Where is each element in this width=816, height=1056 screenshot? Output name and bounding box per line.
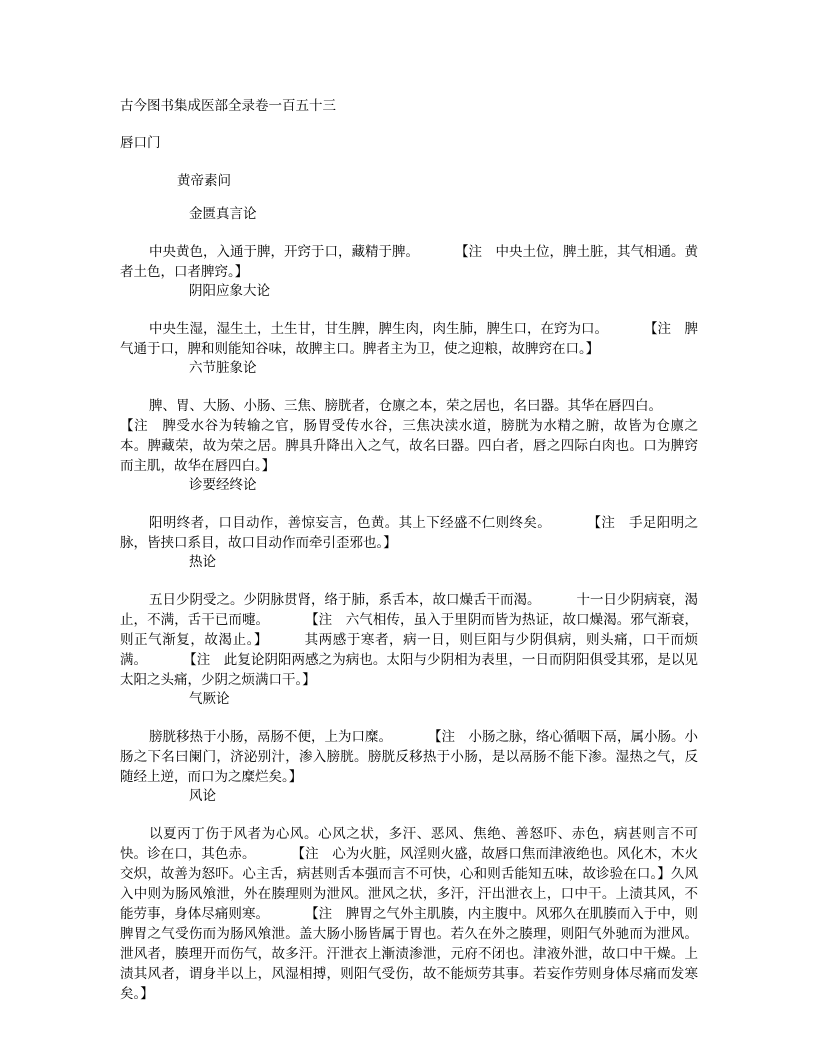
paragraph-note: 【注 脾胃之气外主肌腠，内主腹中。风邪久在肌腠而入于中，则脾胃之气受伤而为肠风飧泄。盖大肠小肠皆属于胃也。若久在外之腠理，则阳气外驰而为泄风。泄风者，腠理开而伤气，故多汗。汗泄衣上漸渍渗泄，元府不闭也。津液外泄，故口中干燥。上渍其风者，谓身半以上，风湿相搏，则阳气受伤，故不能烦劳其事。若妄作劳则身体尽痛而发寒矣。】 [120, 906, 699, 1002]
chapter-heading: 风论 [189, 788, 216, 804]
paragraph-note: 【注 六气相传，虽入于里阴而皆为热证，故口燥渴。邪气渐衰，则正气渐复，故渴止。】 [120, 612, 699, 648]
chapter-heading: 六节脏象论 [189, 360, 257, 376]
paragraph-text: 中央生湿，湿生土，土生甘，甘生脾，脾生肉，肉生肺，脾生口，在窍为口。 [149, 321, 608, 337]
paragraph [120, 242, 698, 282]
document-body [120, 205, 698, 1004]
chapter-heading: 热论 [189, 554, 216, 570]
paragraph-note: 【注 此复论阴阳两感之为病也。太阳与少阴相为表里，一日而阴阳俱受其邪，是以见太阳之头痛，少阴之烦满口干。】 [120, 652, 699, 688]
chapter-heading: 气厥论 [189, 691, 230, 707]
chapter-heading: 阴阳应象大论 [189, 283, 270, 299]
chapter-heading: 诊要经终论 [189, 477, 257, 493]
paragraph [120, 319, 698, 359]
paragraph-note: 【注 中央土位，脾土脏，其气相通。黄者土色，口者脾窍。】 [120, 244, 698, 280]
paragraph-note: 【注 小肠之脉，络心循咽下鬲，属小肠。小肠之下名曰阑门，济泌别汁，渗入膀胱。膀胱反移热于小肠，是以鬲肠不能下渗。湿热之气，反随经上逆，而口为之糜烂矣。】 [120, 729, 698, 785]
paragraph-note: 【注 脾气通于口，脾和则能知谷味，故脾主口。脾者主为卫，使之迎粮，故脾窍在口。】 [120, 321, 698, 357]
paragraph-text: 中央黄色，入通于脾，开窍于口，藏精于脾。 [149, 244, 419, 260]
paragraph-text: 五日少阴受之。少阴脉贯肾，络于肺，系舌本，故口燥舌干而渴。 [149, 592, 541, 608]
chapter-heading: 金匮真言论 [189, 206, 257, 222]
paragraph-note: 【注 手足阳明之脉，皆挟口系目，故口目动作而牵引歪邪也。】 [120, 515, 699, 551]
paragraph-text: 十一日少阴病衰，渴止，不满，舌干已而嚏。 [120, 592, 698, 628]
paragraph-text: 以夏丙丁伤于风者为心风。心风之状，多汗、恶风、焦绝、善怒吓、赤色，病甚则言不可快。诊在口，其色赤。 [120, 826, 698, 862]
paragraph [120, 396, 698, 476]
paragraph-note: 【注 脾受水谷为转输之官，肠胃受传水谷，三焦决渎水道，膀胱为水精之腑，故皆为仓廪之本。脾藏荣，故为荣之居。脾具升降出入之气，故名曰器。四白者，唇之四际白肉也。口为脾窍而主肌，故华在唇四白。】 [120, 418, 698, 474]
document-title: 古今图书集成医部全录卷一百五十三 [120, 98, 336, 114]
paragraph-note: 【注 心为火脏，风淫则火盛，故唇口焦而津液绝也。风化木，木火交炽，故善为怒吓。心主舌，病甚则舌本强而言不可快，心和则舌能知五味，故诊验在口。】久风入中则为肠风飧泄，外在腠理则为泄风。泄风之状，多汗，汗出泄衣上，口中干。上渍其风，不能劳事，身体尽痛则寒。 [120, 846, 698, 922]
paragraph-text: 其两感于寒者，病一日，则巨阳与少阴俱病，则头痛，口干而烦满。 [120, 632, 699, 668]
paragraph [120, 824, 698, 1004]
book-title: 黄帝素问 [177, 173, 231, 189]
paragraph [120, 513, 698, 553]
paragraph [120, 590, 698, 690]
paragraph-text: 膀胱移热于小肠，鬲肠不便，上为口糜。 [149, 729, 392, 745]
section-title: 唇口门 [120, 135, 161, 151]
paragraph [120, 727, 698, 787]
paragraph-text: 脾、胃、大肠、小肠、三焦、膀胱者，仓廪之本，荣之居也，名曰器。其华在唇四白。 [149, 398, 662, 414]
paragraph-text: 阳明终者，口目动作，善惊妄言，色黄。其上下经盛不仁则终矣。 [149, 515, 552, 531]
